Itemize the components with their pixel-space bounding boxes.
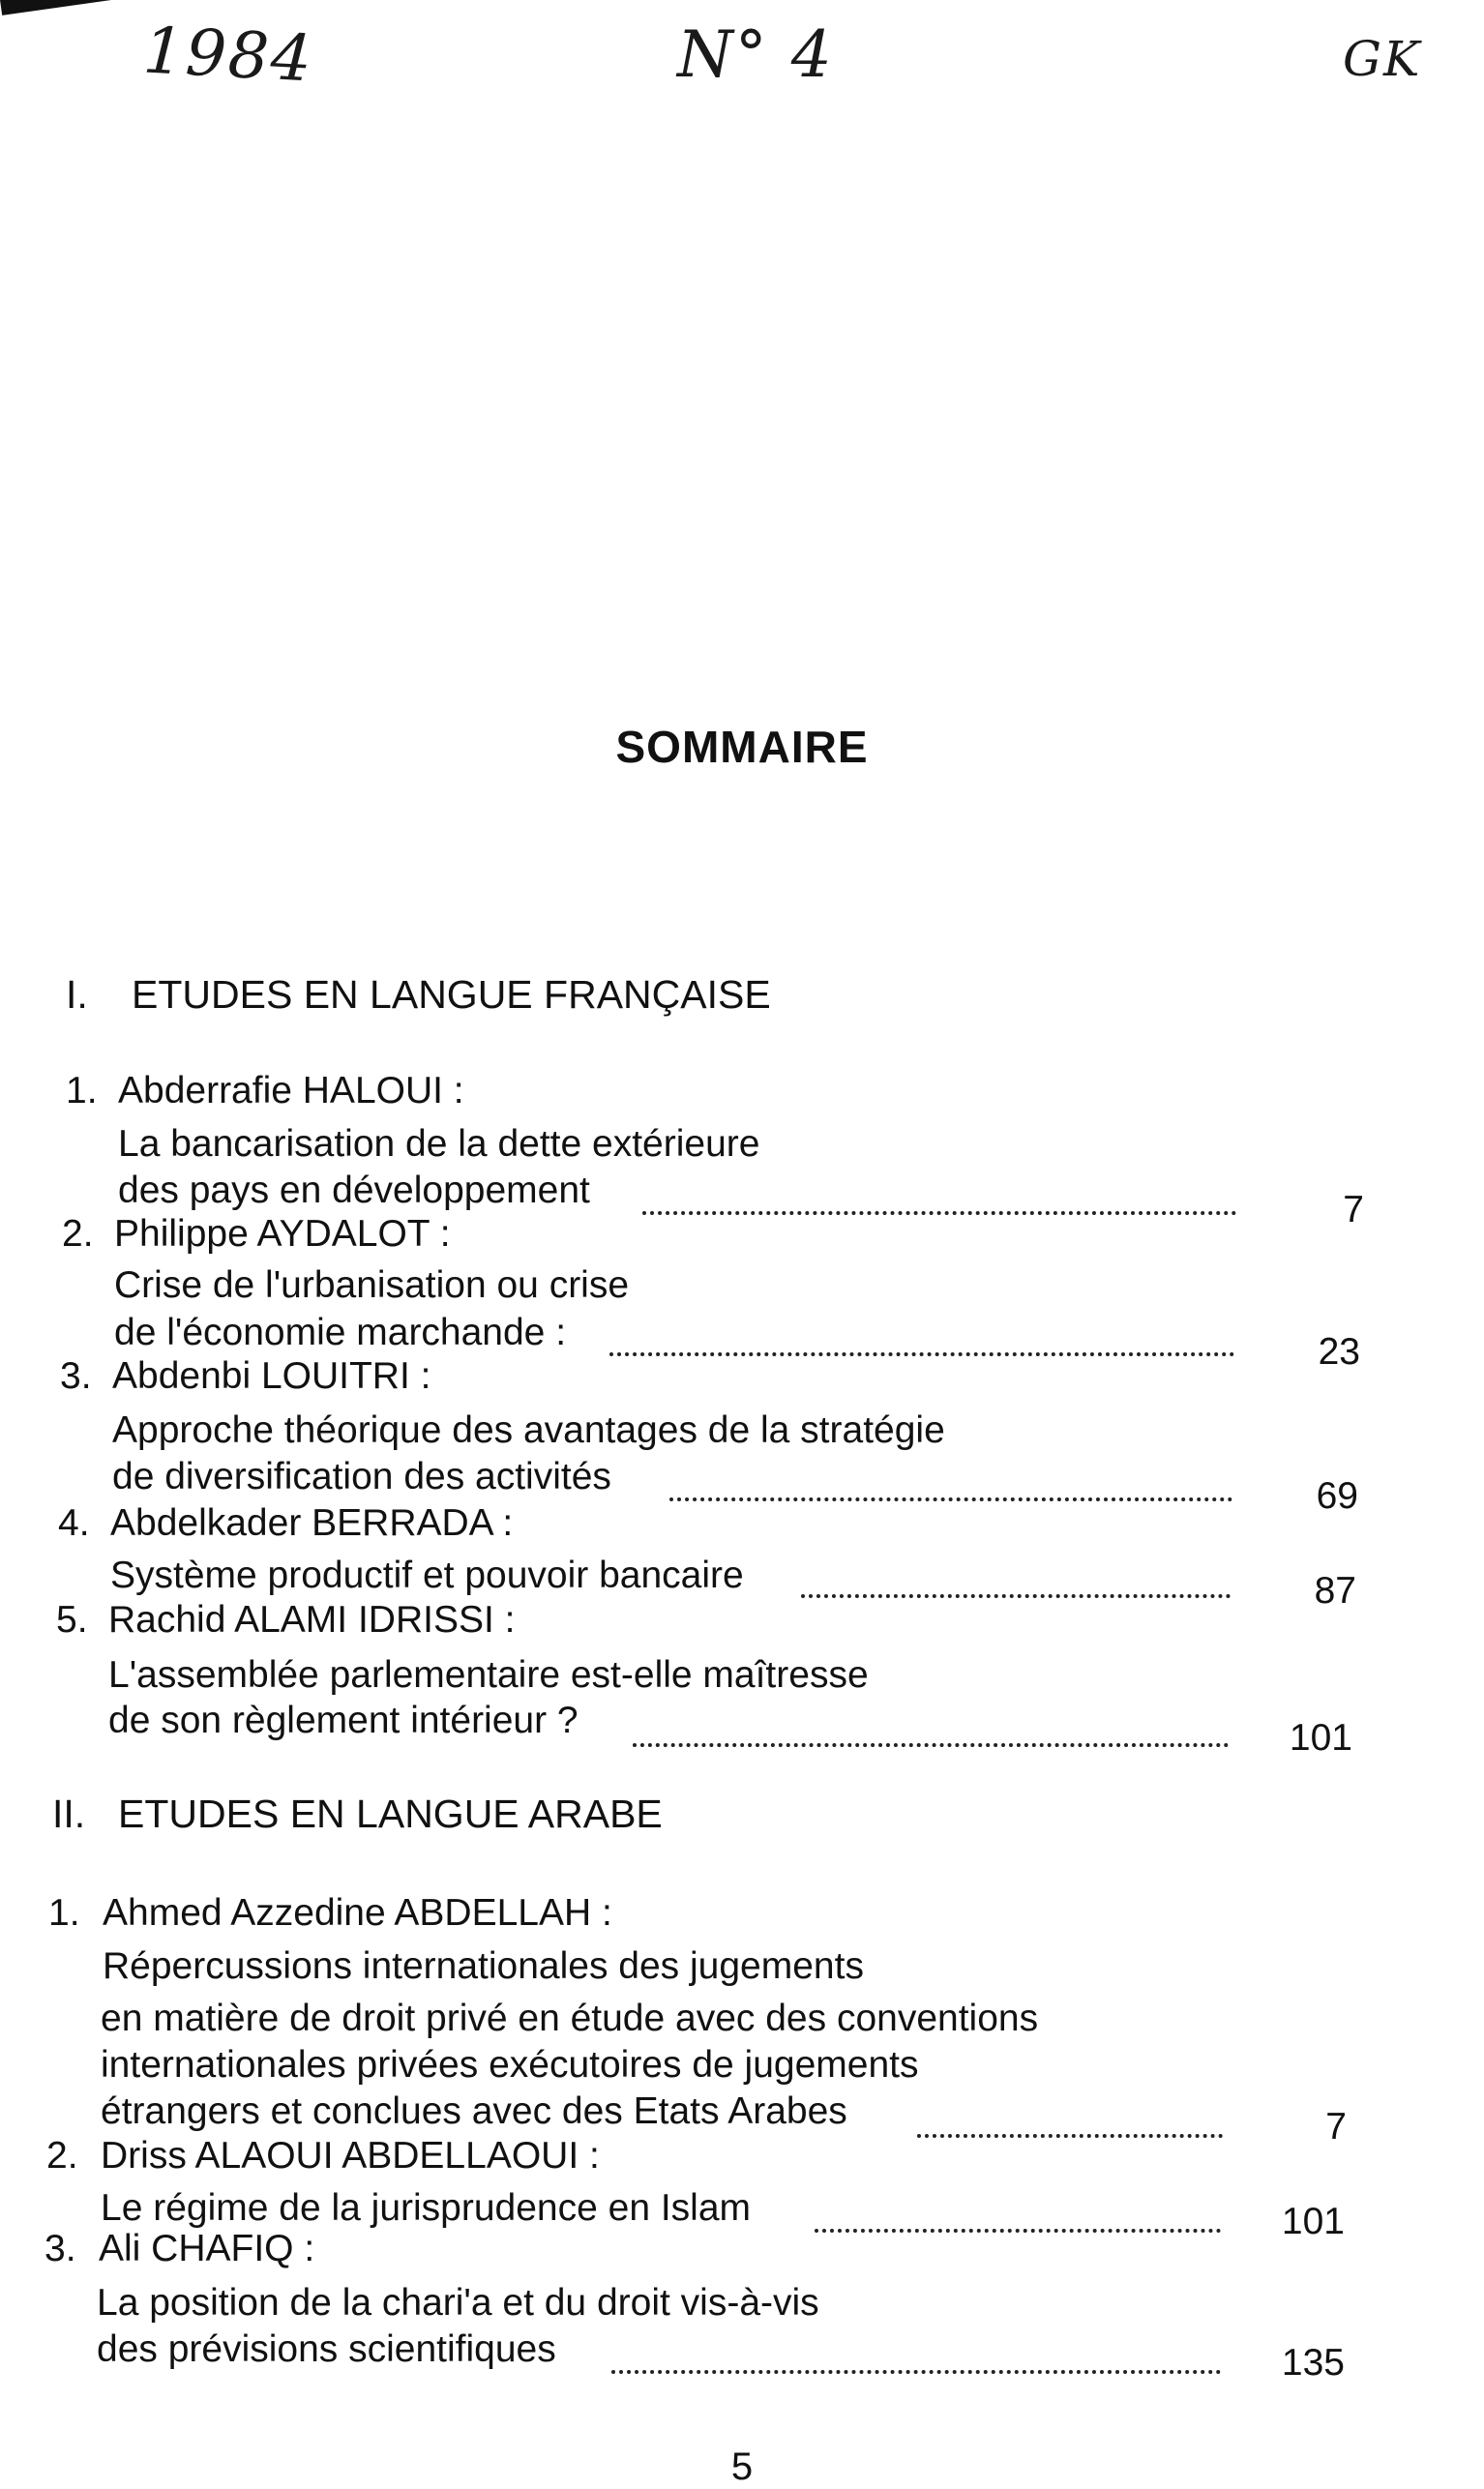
entry-author: Philippe AYDALOT : — [114, 1213, 451, 1255]
dot-leader — [815, 2225, 1221, 2233]
handwritten-initials: GK — [1343, 31, 1422, 87]
entry-title-line: des pays en développement — [118, 1170, 590, 1211]
entry-page: 7 — [1343, 1189, 1364, 1230]
handwritten-year: 1984 — [141, 13, 315, 97]
section-title: ETUDES EN LANGUE ARABE — [118, 1792, 663, 1836]
entry-page: 87 — [1314, 1570, 1356, 1612]
entry-title-line: internationales privées exécutoires de jugements — [101, 2044, 919, 2086]
section-number: II. — [52, 1792, 86, 1836]
entry-page: 7 — [1325, 2106, 1347, 2148]
entry-title-line: Approche théorique des avantages de la stratégie — [112, 1409, 945, 1451]
entry-page: 101 — [1289, 1717, 1352, 1759]
entry-title-line: Le régime de la jurisprudence en Islam — [101, 2187, 752, 2229]
entry-author: Ali CHAFIQ : — [99, 2228, 315, 2269]
entry-index: 3. — [45, 2228, 76, 2269]
entry-author: Abdenbi LOUITRI : — [112, 1355, 431, 1397]
page-title: SOMMAIRE — [615, 722, 869, 772]
entry-author: Abdelkader BERRADA : — [110, 1502, 514, 1544]
dot-leader — [642, 1207, 1236, 1215]
entry-index: 2. — [46, 2135, 78, 2177]
entry-page: 69 — [1316, 1475, 1358, 1517]
dot-leader — [633, 1739, 1229, 1747]
entry-title-line: de l'économie marchande : — [114, 1312, 567, 1353]
entry-index: 1. — [66, 1070, 98, 1111]
entry-title-line: La position de la chari'a et du droit vis-à-vis — [97, 2282, 819, 2324]
dot-leader — [917, 2130, 1223, 2138]
entry-title-line: Système productif et pouvoir bancaire — [110, 1555, 744, 1596]
handwritten-issue: N° 4 — [677, 17, 834, 92]
entry-title-line: en matière de droit privé en étude avec des conventions — [101, 1998, 1039, 2039]
section-title: ETUDES EN LANGUE FRANÇAISE — [132, 972, 771, 1017]
section-number: I. — [66, 972, 88, 1017]
entry-title-line: des prévisions scientifiques — [97, 2328, 556, 2370]
entry-title-line: Crise de l'urbanisation ou crise — [114, 1264, 630, 1306]
dot-leader — [611, 2366, 1221, 2374]
entry-title-line: étrangers et conclues avec des Etats Arabes — [101, 2090, 847, 2132]
section-heading-french — [66, 972, 771, 1018]
entry-index: 1. — [48, 1892, 80, 1934]
dot-leader — [801, 1590, 1231, 1598]
entry-title-line: de diversification des activités — [112, 1456, 611, 1497]
section-heading-arabic — [52, 1792, 663, 1837]
entry-page: 23 — [1318, 1331, 1360, 1373]
entry-title-line: L'assemblée parlementaire est-elle maîtresse — [108, 1654, 869, 1696]
dot-leader — [609, 1348, 1234, 1356]
entry-title-line: de son règlement intérieur ? — [108, 1700, 579, 1741]
entry-author: Rachid ALAMI IDRISSI : — [108, 1599, 516, 1641]
entry-index: 4. — [58, 1502, 90, 1544]
entry-page: 135 — [1281, 2342, 1345, 2384]
entry-author: Abderrafie HALOUI : — [118, 1070, 464, 1111]
entry-index: 2. — [62, 1213, 94, 1255]
entry-page: 101 — [1281, 2201, 1345, 2242]
entry-author: Ahmed Azzedine ABDELLAH : — [103, 1892, 612, 1934]
entry-index: 3. — [60, 1355, 92, 1397]
entry-index: 5. — [56, 1599, 88, 1641]
entry-title-line: La bancarisation de la dette extérieure — [118, 1123, 760, 1165]
entry-title-line: Répercussions internationales des jugements — [103, 1945, 864, 1987]
scan-mark — [0, 0, 127, 15]
page-number: 5 — [730, 2445, 754, 2488]
dot-leader — [669, 1494, 1232, 1501]
entry-author: Driss ALAOUI ABDELLAOUI : — [101, 2135, 600, 2177]
